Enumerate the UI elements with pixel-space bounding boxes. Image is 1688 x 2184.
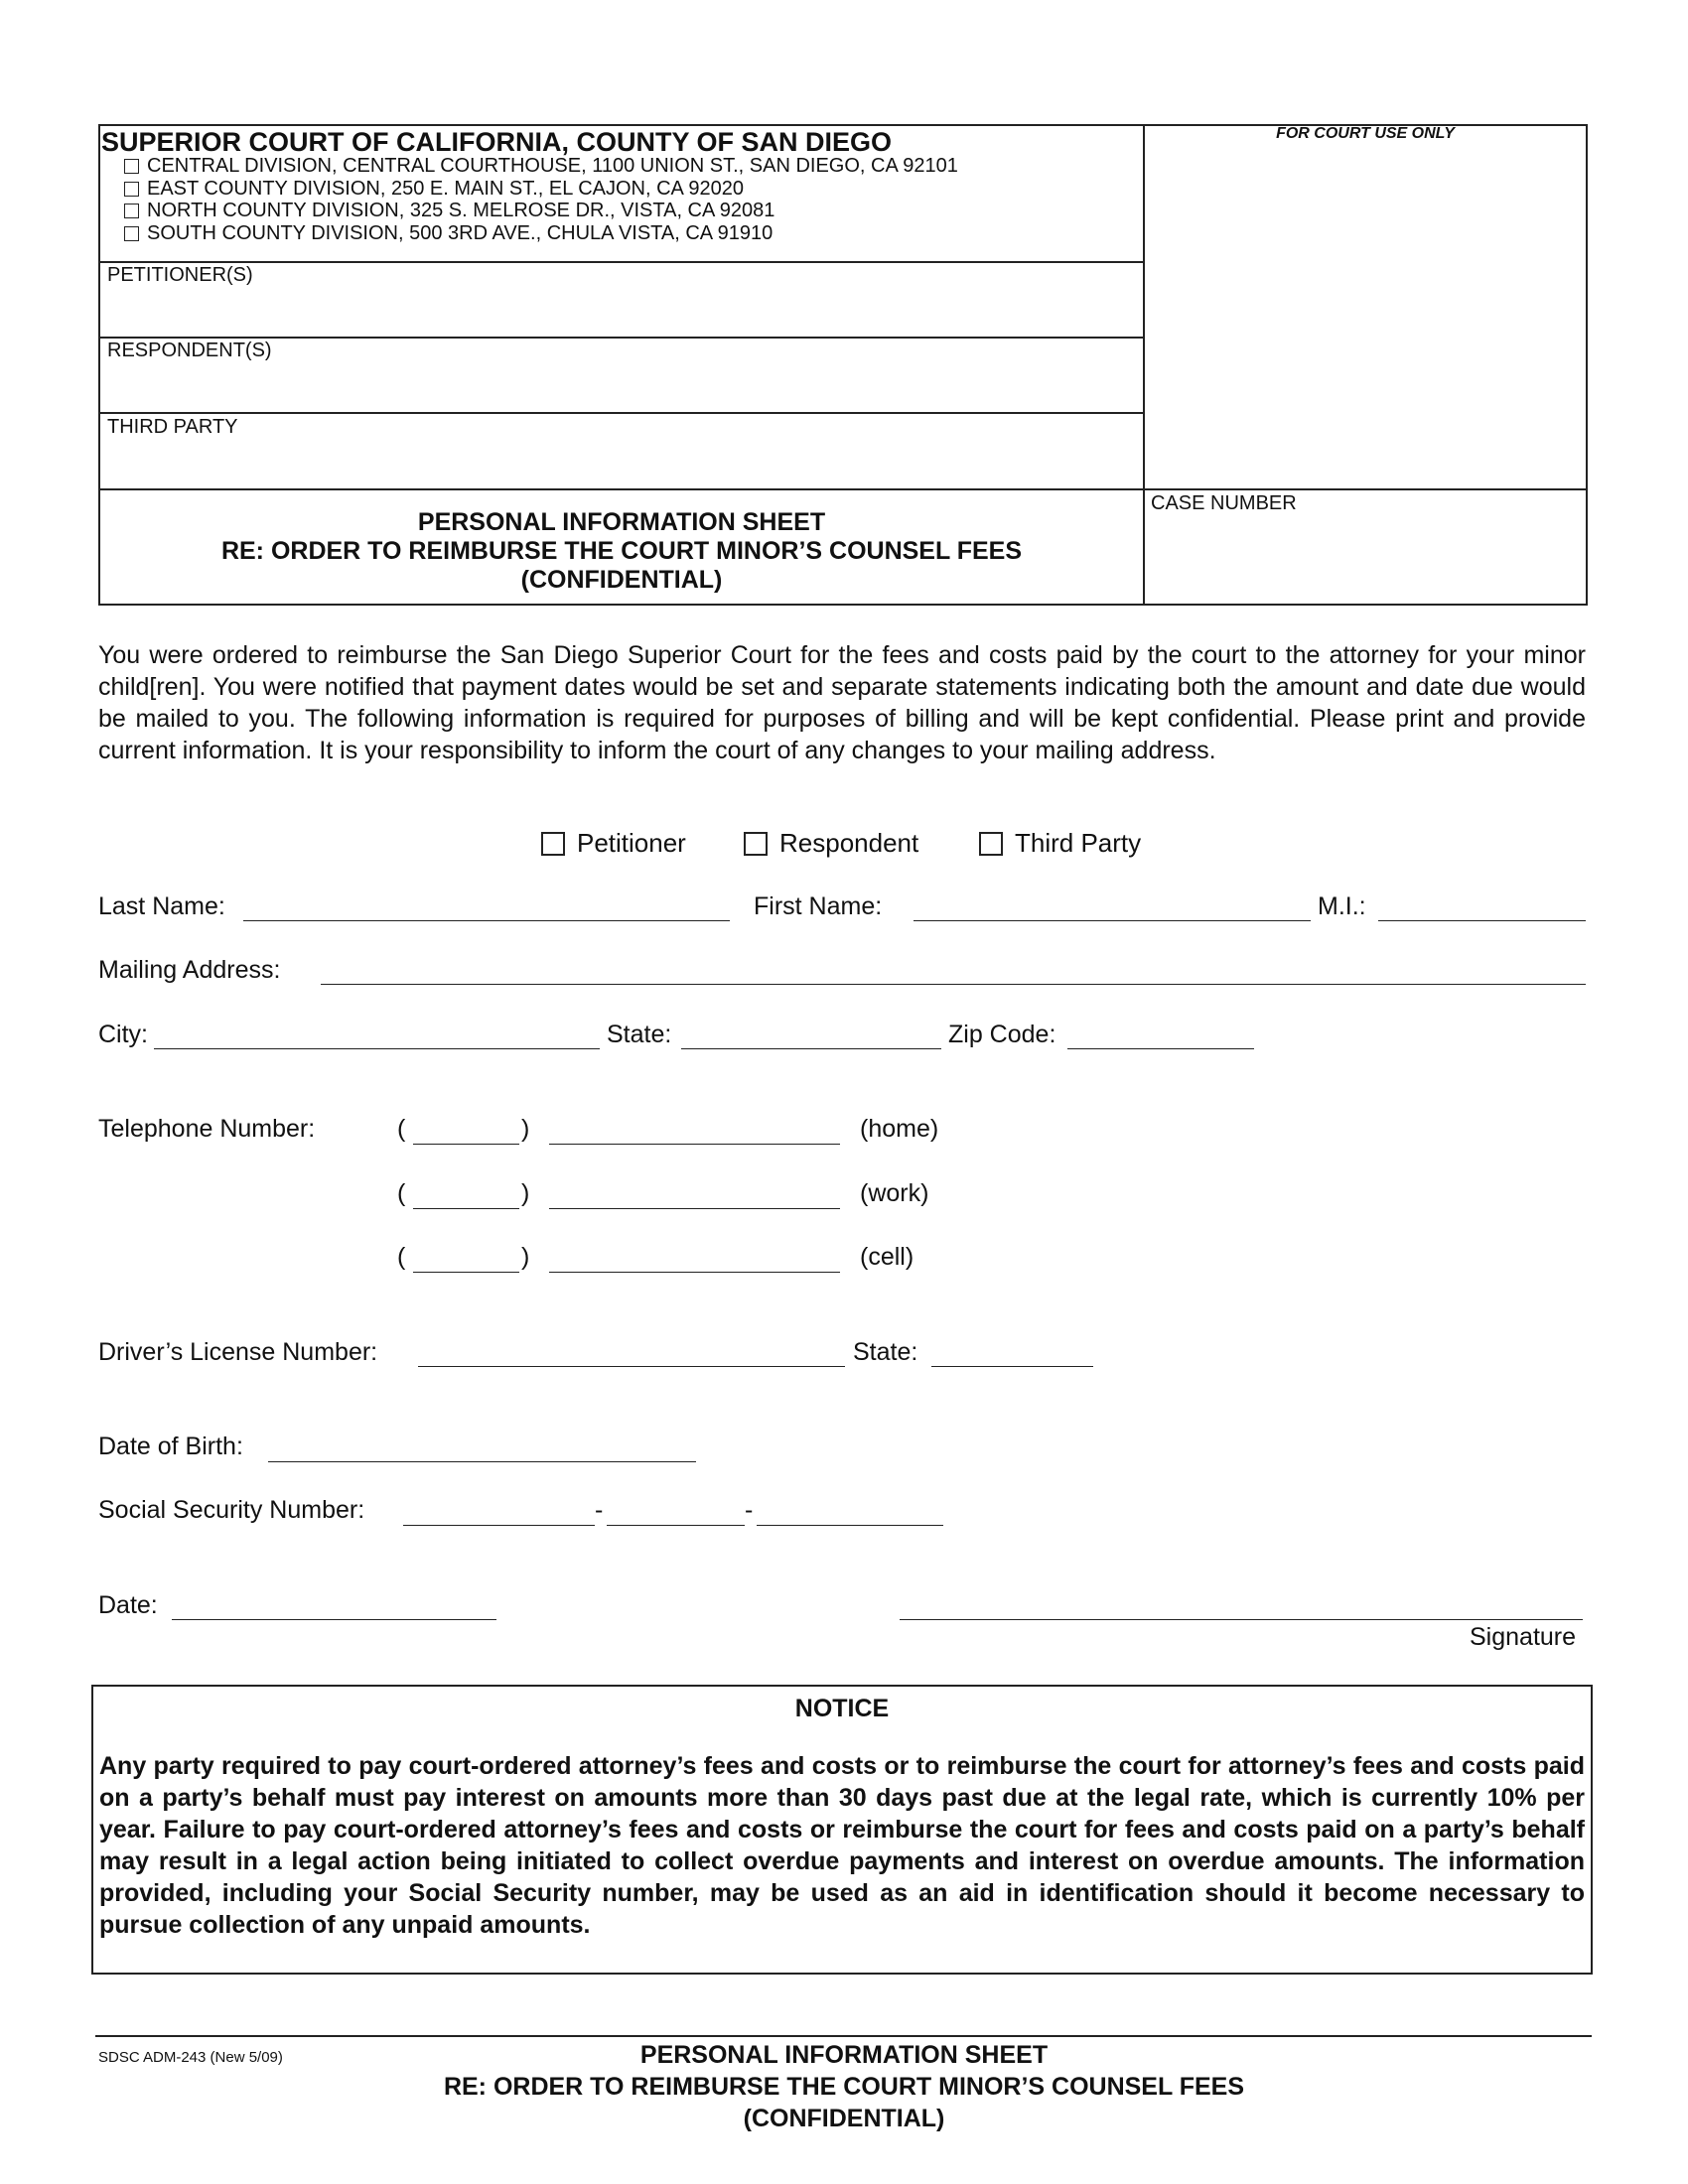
division-north[interactable] (124, 200, 958, 222)
form-title-line2: RE: ORDER TO REIMBURSE THE COURT MINOR’S COUNSEL FEES (220, 537, 1023, 565)
phone-home-open-paren: ( (397, 1115, 406, 1143)
dob-field[interactable] (268, 1461, 696, 1462)
party-petitioner-label: Petitioner (577, 828, 686, 858)
form-id: SDSC ADM-243 (New 5/09) (98, 2049, 283, 2066)
division-central-checkbox[interactable] (124, 159, 139, 174)
case-number-label: CASE NUMBER (1151, 492, 1297, 514)
date-label: Date: (98, 1591, 158, 1619)
party-third-party-checkbox[interactable] (979, 832, 1003, 856)
division-central-label: CENTRAL DIVISION, CENTRAL COURTHOUSE, 1100 UNION ST., SAN DIEGO, CA 92101 (147, 155, 958, 177)
ssn-label: Social Security Number: (98, 1496, 365, 1524)
ssn-dash-2: - (745, 1496, 754, 1524)
division-central[interactable] (124, 155, 958, 178)
party-respondent-label: Respondent (779, 828, 919, 858)
phone-work-close-paren: ) (521, 1179, 530, 1207)
notice-box (91, 1685, 1593, 1975)
state-label: State: (607, 1021, 672, 1048)
phone-home-area-field[interactable] (413, 1144, 519, 1145)
dl-state-field[interactable] (931, 1366, 1093, 1367)
mailing-address-label: Mailing Address: (98, 956, 281, 984)
zip-label: Zip Code: (948, 1021, 1056, 1048)
party-third-party-label: Third Party (1015, 828, 1142, 858)
mi-label: M.I.: (1318, 892, 1366, 920)
date-field[interactable] (172, 1619, 496, 1620)
court-use-label: FOR COURT USE ONLY (1276, 125, 1455, 142)
footer-title (348, 2039, 1340, 2134)
footer-title-line2: RE: ORDER TO REIMBURSE THE COURT MINOR’S COUNSEL FEES (443, 2073, 1245, 2101)
party-petitioner-checkbox[interactable] (541, 832, 565, 856)
zip-field[interactable] (1067, 1048, 1254, 1049)
phone-work-label: (work) (860, 1179, 929, 1207)
division-north-label: NORTH COUNTY DIVISION, 325 S. MELROSE DR., VISTA, CA 92081 (147, 200, 775, 221)
last-name-label: Last Name: (98, 892, 225, 920)
telephone-label: Telephone Number: (98, 1115, 316, 1143)
party-third-party[interactable] (979, 828, 1141, 859)
phone-cell-label: (cell) (860, 1243, 914, 1271)
phone-work-open-paren: ( (397, 1179, 406, 1207)
ssn-field-part2[interactable] (607, 1525, 745, 1526)
party-respondent-checkbox[interactable] (744, 832, 768, 856)
phone-work-number-field[interactable] (549, 1208, 840, 1209)
form-title (100, 508, 1143, 595)
form-title-line1: PERSONAL INFORMATION SHEET (417, 508, 826, 536)
mailing-address-field[interactable] (321, 984, 1586, 985)
notice-body: Any party required to pay court-ordered attorney’s fees and costs or to reimburse the court for attorney’s fees and costs paid on a party’s behalf must pay interest on amounts more than 30 days past due at the legal rate, which is currently 10% per year. Failure to pay court-ordered attorney’s fees and costs or reimburse the court for fees and costs paid on a party’s behalf may result in a legal action being initiated to collect overdue payments and interest on overdue amounts. The information provided, including your Social Security number, may be used as an aid in identification should it become necessary to pursue collection of any unpaid amounts. (99, 1752, 1585, 1939)
footer-title-line1: PERSONAL INFORMATION SHEET (639, 2041, 1049, 2069)
third-party-label: THIRD PARTY (107, 416, 238, 438)
division-east-checkbox[interactable] (124, 182, 139, 197)
phone-cell-area-field[interactable] (413, 1272, 519, 1273)
case-number-field[interactable] (1146, 520, 1585, 603)
first-name-field[interactable] (914, 920, 1311, 921)
court-title: SUPERIOR COURT OF CALIFORNIA, COUNTY OF SAN DIEGO (101, 127, 893, 157)
ssn-field-part1[interactable] (403, 1525, 595, 1526)
respondent-field[interactable] (100, 365, 1142, 411)
first-name-label: First Name: (754, 892, 883, 920)
division-south[interactable] (124, 222, 958, 245)
division-east[interactable] (124, 178, 958, 201)
city-field[interactable] (154, 1048, 600, 1049)
drivers-license-label: Driver’s License Number: (98, 1338, 378, 1366)
party-petitioner[interactable] (541, 828, 686, 859)
third-party-field[interactable] (100, 442, 1142, 487)
party-respondent[interactable] (744, 828, 918, 859)
phone-work-area-field[interactable] (413, 1208, 519, 1209)
dob-label: Date of Birth: (98, 1433, 243, 1460)
mi-field[interactable] (1378, 920, 1586, 921)
notice-title: NOTICE (794, 1695, 890, 1722)
signature-label: Signature (1470, 1623, 1577, 1651)
division-east-label: EAST COUNTY DIVISION, 250 E. MAIN ST., EL CAJON, CA 92020 (147, 177, 744, 200)
phone-home-number-field[interactable] (549, 1144, 840, 1145)
phone-cell-close-paren: ) (521, 1243, 530, 1271)
respondent-label: RESPONDENT(S) (107, 340, 272, 361)
form-title-line3: (CONFIDENTIAL) (520, 566, 723, 594)
drivers-license-field[interactable] (418, 1366, 845, 1367)
dl-state-label: State: (853, 1338, 918, 1366)
footer-rule (95, 2035, 1592, 2037)
phone-cell-number-field[interactable] (549, 1272, 840, 1273)
state-field[interactable] (681, 1048, 941, 1049)
phone-cell-open-paren: ( (397, 1243, 406, 1271)
footer-title-line3: (CONFIDENTIAL) (743, 2105, 945, 2132)
phone-home-close-paren: ) (521, 1115, 530, 1143)
division-south-label: SOUTH COUNTY DIVISION, 500 3RD AVE., CHULA VISTA, CA 91910 (147, 221, 774, 244)
division-list (124, 155, 958, 244)
phone-home-label: (home) (860, 1115, 939, 1143)
petitioner-label: PETITIONER(S) (107, 264, 253, 286)
division-south-checkbox[interactable] (124, 226, 139, 241)
petitioner-field[interactable] (100, 290, 1142, 336)
division-north-checkbox[interactable] (124, 204, 139, 218)
signature-field[interactable] (900, 1619, 1583, 1620)
last-name-field[interactable] (243, 920, 730, 921)
ssn-field-part3[interactable] (757, 1525, 943, 1526)
intro-paragraph: You were ordered to reimburse the San Diego Superior Court for the fees and costs paid by the court to the attorney for your minor child[ren]. You were notified that payment dates would be set and separate statements indicating both the amount and date due would be mailed to you. The following information is required for purposes of billing and will be kept confidential. Please print and provide current information. It is your responsibility to inform the court of any changes to your mailing address. (98, 641, 1586, 764)
city-label: City: (98, 1021, 148, 1048)
ssn-dash-1: - (595, 1496, 604, 1524)
